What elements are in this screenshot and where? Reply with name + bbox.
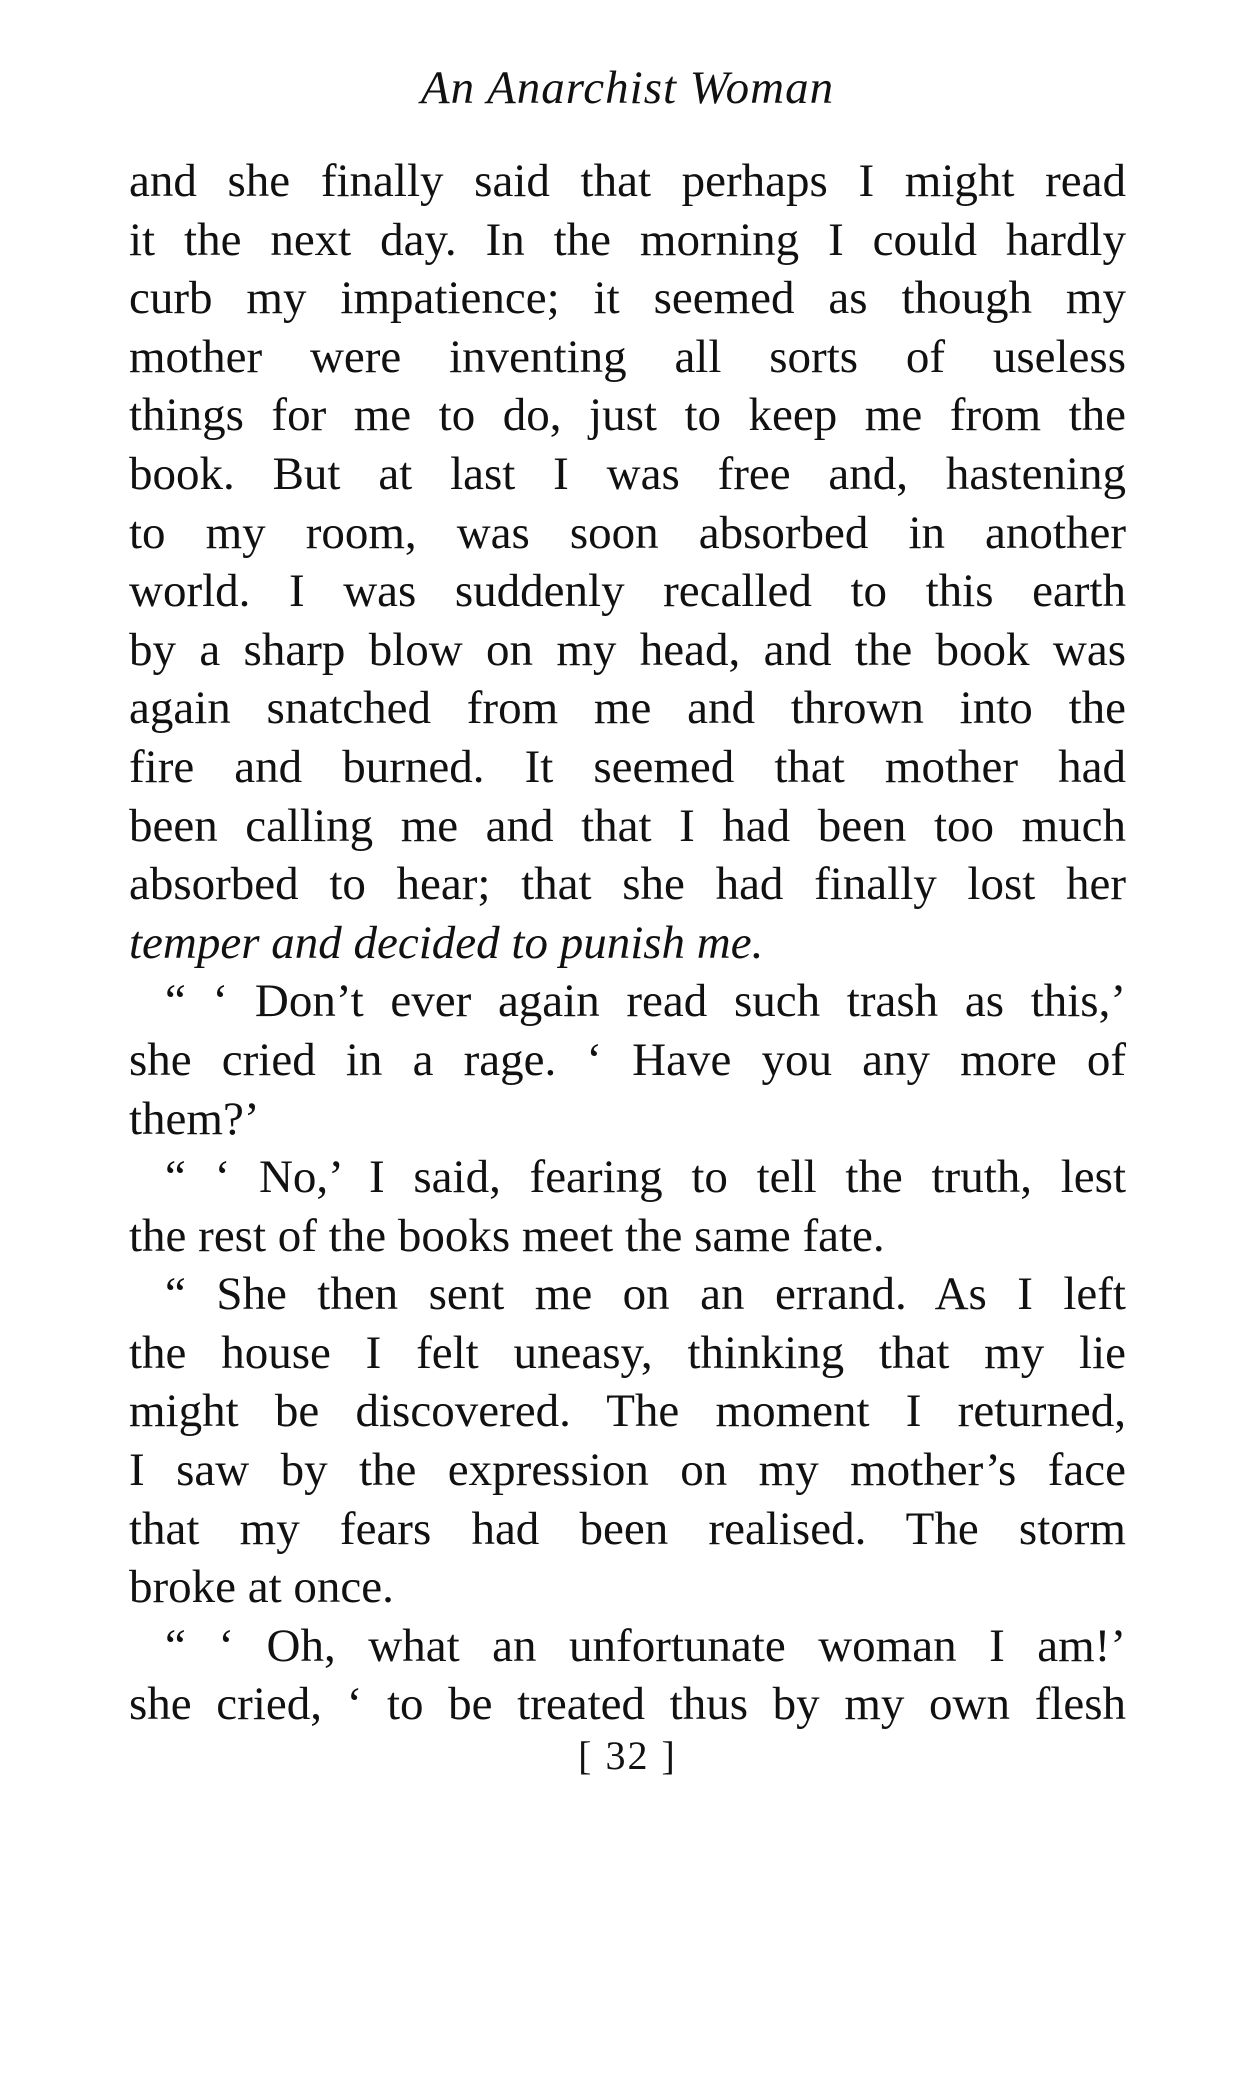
text-line: book. But at last I was free and, hastening xyxy=(129,447,1126,500)
text-line: things for me to do, just to keep me from the xyxy=(129,389,1126,442)
page-number: [ 32 ] xyxy=(578,1733,677,1778)
body-text xyxy=(129,152,1126,1734)
text-line: I saw by the expression on my mother’s face xyxy=(129,1444,1126,1497)
text-line: she cried, ‘ to be treated thus by my own flesh xyxy=(129,1678,1126,1731)
text-line: it the next day. In the morning I could hardly xyxy=(129,213,1126,266)
text-line: the rest of the books meet the same fate. xyxy=(129,1209,885,1262)
text-line: broke at once. xyxy=(129,1561,394,1614)
text-line: them?’ xyxy=(129,1092,260,1145)
text-line: might be discovered. The moment I returned, xyxy=(129,1385,1126,1438)
text-line: “ She then sent me on an errand. As I left xyxy=(165,1268,1126,1321)
text-line: “ ‘ No,’ I said, fearing to tell the truth, lest xyxy=(165,1151,1126,1204)
text-line: to my room, was soon absorbed in another xyxy=(129,506,1126,559)
text-line: temper and decided to punish me. xyxy=(129,916,764,969)
text-line: by a sharp blow on my head, and the book was xyxy=(129,623,1126,676)
text-line: “ ‘ Don’t ever again read such trash as this,’ xyxy=(165,975,1126,1028)
text-line: the house I felt uneasy, thinking that my lie xyxy=(129,1326,1126,1379)
text-line: mother were inventing all sorts of useless xyxy=(129,330,1126,383)
running-head: An Anarchist Woman xyxy=(420,62,835,114)
text-line: she cried in a rage. ‘ Have you any more of xyxy=(129,1033,1126,1086)
text-line: fire and burned. It seemed that mother had xyxy=(129,740,1126,793)
text-line: “ ‘ Oh, what an unfortunate woman I am!’ xyxy=(165,1619,1126,1672)
text-line: and she finally said that perhaps I might read xyxy=(129,155,1126,207)
text-line: world. I was suddenly recalled to this earth xyxy=(129,565,1126,618)
text-line: that my fears had been realised. The storm xyxy=(129,1502,1126,1555)
text-line: again snatched from me and thrown into the xyxy=(129,682,1126,735)
text-line: been calling me and that I had been too much xyxy=(129,799,1126,852)
text-line: curb my impatience; it seemed as though my xyxy=(129,272,1126,325)
text-line: absorbed to hear; that she had finally lost her xyxy=(129,858,1126,911)
